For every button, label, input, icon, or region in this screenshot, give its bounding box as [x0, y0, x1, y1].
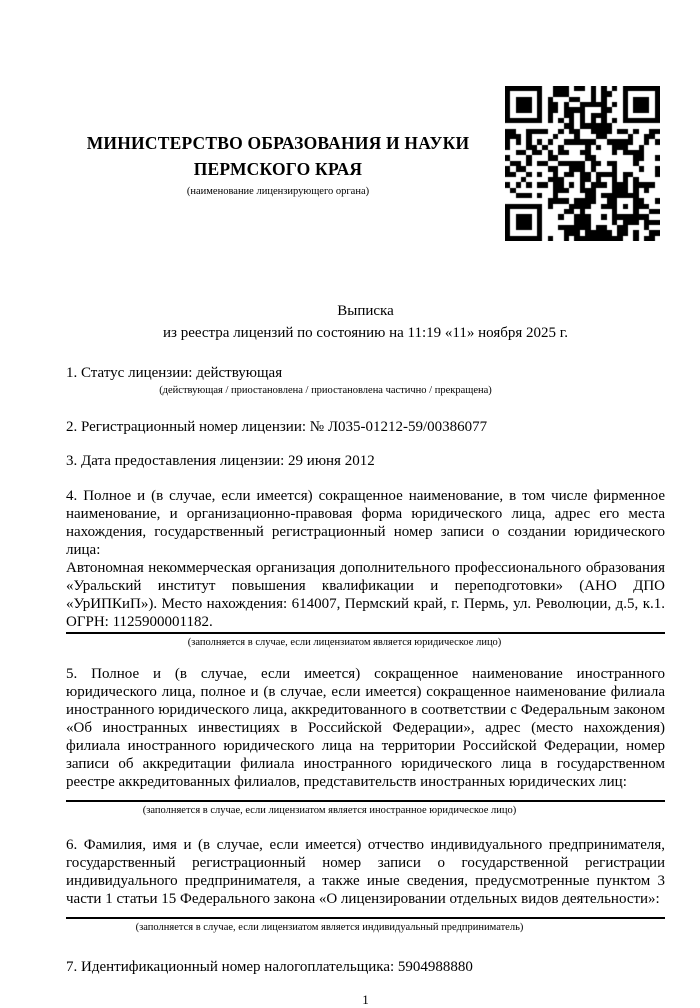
legal-entity-value: Автономная некоммерческая организация дополнительного профессионального образования «Уральский институт повышения квалификации и переподготовки» (АНО ДПО «УрИПКиП»). Место нахождения: 614007, Пермский край, г. Пермь, ул. Революции, д.5, к.1. ОГРН: 1125900001182.: [66, 560, 665, 630]
ministry-name-line2: ПЕРМСКОГО КРАЯ: [193, 159, 363, 179]
extract-title-line1: Выписка: [337, 303, 394, 319]
item-foreign-entity: [66, 665, 665, 817]
legal-entity-text: 4. Полное и (в случае, если имеется) сокращенное наименование, в том числе фирменное наименование, и организационно-правовая форма юридического лица, адрес его места нахождения, государственный регистрационный номер записи о создании юридического лица:: [66, 488, 665, 558]
item-license-status: [66, 364, 665, 397]
individual-entrepreneur-rule: [66, 917, 665, 919]
legal-entity-rule: [66, 632, 665, 634]
licensing-authority-caption: (наименование лицензирующего органа): [186, 186, 370, 197]
qr-code: [505, 86, 660, 241]
individual-entrepreneur-text: 6. Фамилия, имя и (в случае, если имеется) отчество индивидуального предпринимателя, государственный регистрационный номер записи о государственной регистрации индивидуального предпринимателя, а также иные сведения, предусмотренные пунктом 3 части 1 статьи 15 Федерального закона «О лицензировании отдельных видов деятельности»:: [66, 837, 665, 907]
legal-entity-caption: (заполняется в случае, если лицензиатом является юридическое лицо): [187, 637, 502, 648]
item-legal-entity: [66, 487, 665, 649]
page-number: 1: [362, 992, 369, 1007]
item-individual-entrepreneur: [66, 836, 665, 934]
extract-title-line2: из реестра лицензий по состоянию на 11:19 «11» ноября 2025 г.: [163, 325, 568, 341]
extract-title: [66, 300, 665, 344]
ministry-heading: [66, 130, 490, 198]
foreign-entity-text: 5. Полное и (в случае, если имеется) сокращенное наименование иностранного юридического лица, полное и (в случае, если имеется) сокращенное наименование филиала иностранного юридического лица, аккредитованного в соответствии с Федеральным законом «Об иностранных инвестициях в Российской Федерации», адрес (место нахождения) филиала иностранного юридического лица на территории Российской Федерации, номер записи об аккредитации филиала иностранного юридического лица в государственном реестре аккредитованных филиалов, представительств иностранных юридических лиц:: [66, 666, 665, 790]
ministry-name-line1: МИНИСТЕРСТВО ОБРАЗОВАНИЯ И НАУКИ: [86, 133, 470, 153]
license-status-caption: (действующая / приостановлена / приостановлена частично / прекращена): [159, 385, 492, 396]
grant-date-text: 3. Дата предоставления лицензии: 29 июня 2012: [66, 453, 375, 469]
registration-number-text: 2. Регистрационный номер лицензии: № Л035-01212-59/00386077: [66, 419, 488, 435]
foreign-entity-rule: [66, 800, 665, 802]
item-taxpayer-number: [66, 958, 665, 976]
item-grant-date: [66, 452, 665, 470]
license-status-text: 1. Статус лицензии: действующая: [66, 365, 283, 381]
foreign-entity-caption: (заполняется в случае, если лицензиатом является иностранное юридическое лицо): [142, 805, 517, 816]
qr-code-canvas: [505, 86, 660, 241]
taxpayer-number-text: 7. Идентификационный номер налогоплательщика: 5904988880: [66, 959, 473, 975]
document-body: [66, 300, 665, 1008]
individual-entrepreneur-caption: (заполняется в случае, если лицензиатом является индивидуальный предприниматель): [135, 922, 524, 933]
item-registration-number: [66, 418, 665, 436]
